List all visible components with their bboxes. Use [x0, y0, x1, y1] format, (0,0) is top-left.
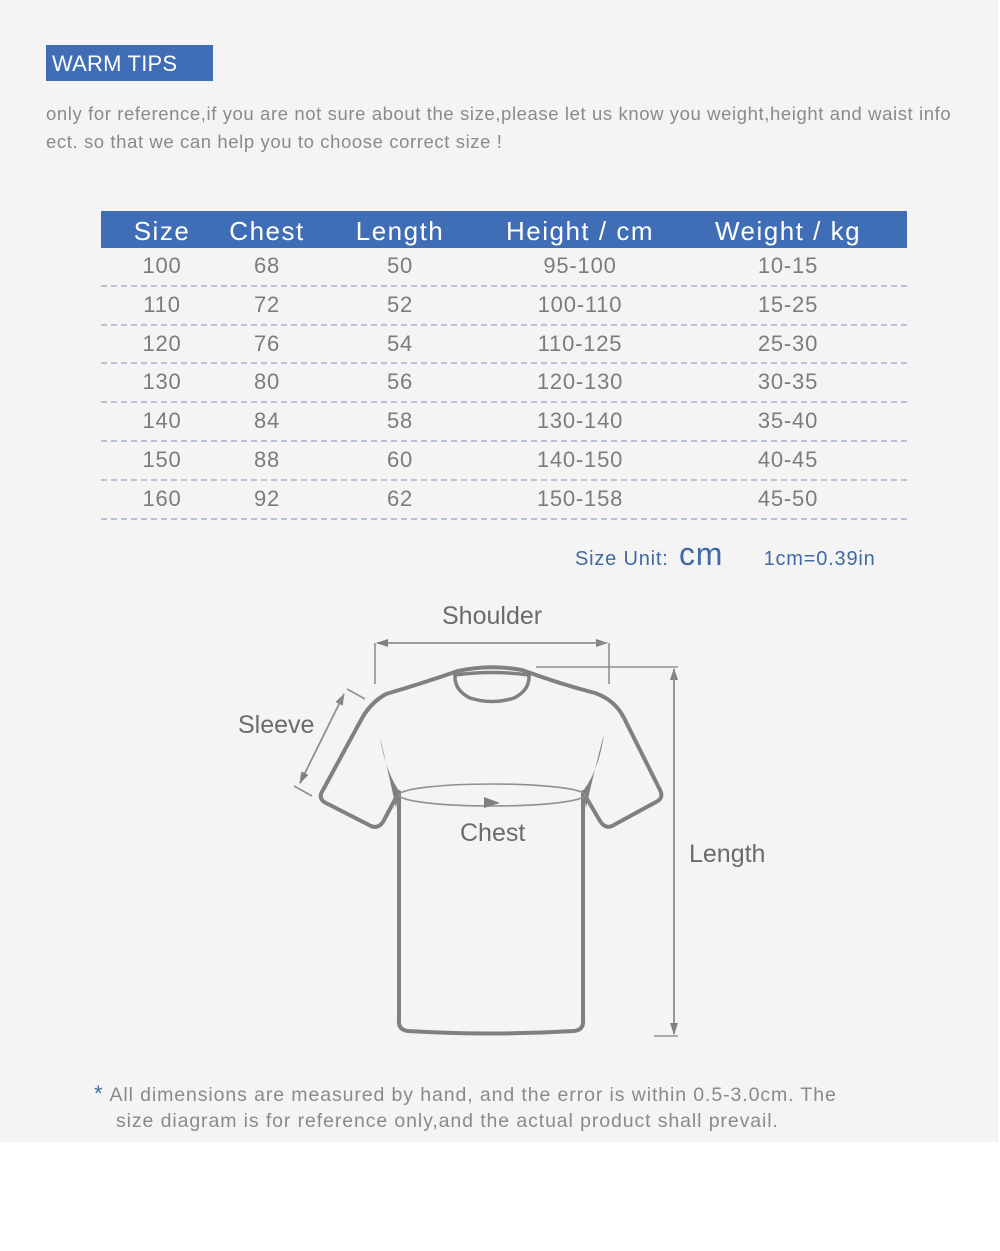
cell-length: 58 — [386, 408, 414, 434]
cell-size: 130 — [142, 369, 182, 395]
size-unit-label: Size Unit: — [575, 548, 669, 570]
header-height: Height / cm — [506, 216, 654, 246]
table-row — [101, 248, 907, 287]
cell-length: 52 — [386, 291, 414, 317]
cell-height: 95-100 — [543, 253, 617, 278]
header-length: Length — [355, 216, 445, 246]
cell-height: 120-130 — [536, 369, 624, 395]
cell-chest: 68 — [253, 253, 281, 278]
cell-height: 110-125 — [537, 330, 623, 356]
cell-height: 100-110 — [537, 291, 623, 317]
cell-chest: 72 — [253, 291, 281, 317]
sleeve-label: Sleeve — [238, 711, 315, 739]
cell-height: 130-140 — [536, 408, 624, 434]
cell-chest: 92 — [253, 485, 281, 511]
cell-weight: 45-50 — [757, 485, 819, 511]
cell-weight: 15-25 — [757, 291, 819, 317]
cell-height: 150-158 — [536, 485, 624, 511]
warm-tips-text: only for reference,if you are not sure about the size,please let us know you weight,height and waist info ect. so that we can help you to choose correct size ! — [46, 103, 952, 152]
note-line-2: size diagram is for reference only,and the actual product shall prevail. — [116, 1110, 779, 1132]
header-size: Size — [133, 216, 191, 246]
cell-length: 54 — [386, 330, 414, 356]
cell-chest: 80 — [253, 369, 281, 395]
cell-length: 56 — [386, 369, 414, 395]
table-row — [101, 326, 907, 365]
cell-chest: 84 — [253, 408, 281, 434]
cell-weight: 35-40 — [757, 408, 819, 434]
cell-size: 110 — [143, 291, 181, 317]
table-row — [101, 481, 907, 520]
size-table — [101, 211, 907, 520]
length-label: Length — [689, 840, 766, 868]
cell-weight: 40-45 — [757, 446, 819, 472]
note-line-1: All dimensions are measured by hand, and the error is within 0.5-3.0cm. The — [109, 1084, 837, 1106]
cell-size: 150 — [142, 446, 182, 472]
cell-size: 140 — [142, 408, 182, 434]
unit-conversion: 1cm=0.39in — [763, 548, 876, 570]
cell-length: 50 — [386, 253, 414, 278]
cell-size: 100 — [142, 253, 182, 278]
cell-weight: 10-15 — [757, 253, 819, 278]
header-weight: Weight / kg — [714, 216, 862, 246]
cell-size: 160 — [142, 485, 182, 511]
cell-weight: 25-30 — [757, 330, 819, 356]
cell-size: 120 — [142, 330, 182, 356]
cell-height: 140-150 — [536, 446, 624, 472]
shoulder-label: Shoulder — [442, 602, 543, 630]
table-header — [101, 211, 907, 248]
cell-length: 60 — [386, 446, 414, 472]
measurement-note — [94, 1081, 954, 1134]
cell-length: 62 — [386, 485, 414, 511]
size-unit-line — [575, 536, 876, 573]
t-shirt-diagram — [0, 590, 1000, 1050]
table-row — [101, 364, 907, 403]
size-unit-value: cm — [678, 536, 724, 572]
table-row — [101, 403, 907, 442]
cell-chest: 88 — [253, 446, 281, 472]
cell-weight: 30-35 — [757, 369, 819, 395]
header-chest: Chest — [229, 216, 305, 246]
asterisk-icon: * — [94, 1081, 104, 1106]
warm-tips-badge: WARM TIPS — [46, 45, 213, 81]
chest-label: Chest — [460, 819, 526, 847]
table-row — [101, 442, 907, 481]
table-row — [101, 287, 907, 326]
cell-chest: 76 — [253, 330, 281, 356]
